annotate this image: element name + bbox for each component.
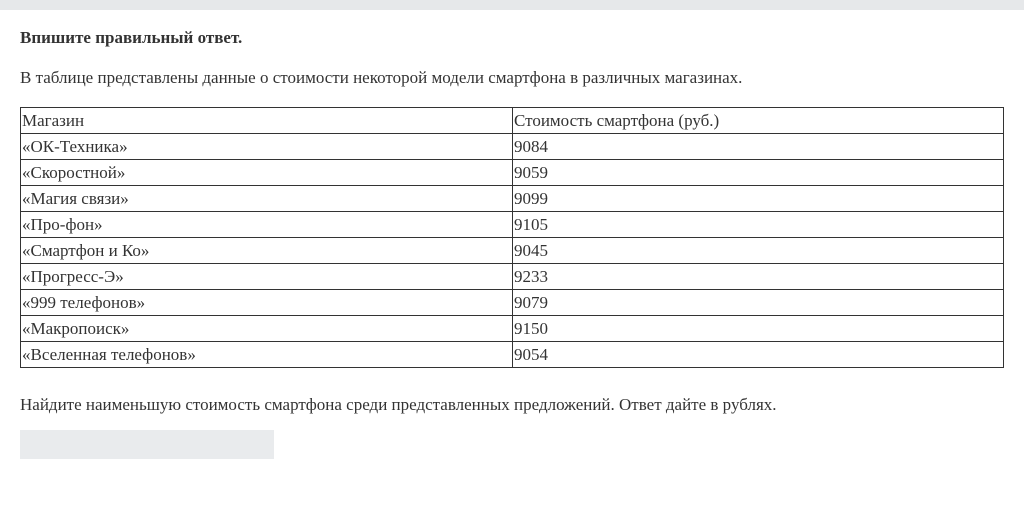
task-question: Найдите наименьшую стоимость смартфона среди представленных предложений. Ответ дайте в рублях.	[20, 395, 777, 414]
store-name-cell: «Про-фон»	[21, 212, 513, 238]
task-instruction: Впишите правильный ответ.	[20, 28, 243, 47]
store-name-cell: «Скоростной»	[21, 160, 513, 186]
store-name-cell: «Макропоиск»	[21, 316, 513, 342]
store-name-cell: «Вселенная телефонов»	[21, 342, 513, 368]
store-name-cell: «ОК-Техника»	[21, 134, 513, 160]
price-cell: 9233	[513, 264, 1004, 290]
price-cell: 9150	[513, 316, 1004, 342]
table-row	[21, 342, 1004, 368]
price-cell: 9045	[513, 238, 1004, 264]
answer-input[interactable]	[20, 430, 274, 459]
price-cell: 9105	[513, 212, 1004, 238]
table-row	[21, 290, 1004, 316]
table-row	[21, 160, 1004, 186]
store-name-cell: «Прогресс-Э»	[21, 264, 513, 290]
table-header-store: Магазин	[21, 108, 513, 134]
top-bar	[0, 0, 1024, 10]
table-row	[21, 238, 1004, 264]
table-row	[21, 212, 1004, 238]
task-content	[20, 10, 1004, 459]
table-row	[21, 186, 1004, 212]
store-name-cell: «Магия связи»	[21, 186, 513, 212]
price-cell: 9099	[513, 186, 1004, 212]
task-intro: В таблице представлены данные о стоимости некоторой модели смартфона в различных магазинах.	[20, 68, 743, 87]
table-header-price: Стоимость смартфона (руб.)	[513, 108, 1004, 134]
price-cell: 9059	[513, 160, 1004, 186]
store-name-cell: «Смартфон и Ко»	[21, 238, 513, 264]
table-header-row	[21, 108, 1004, 134]
table-row	[21, 316, 1004, 342]
price-table	[20, 107, 1004, 368]
price-cell: 9054	[513, 342, 1004, 368]
table-row	[21, 134, 1004, 160]
price-cell: 9079	[513, 290, 1004, 316]
price-cell: 9084	[513, 134, 1004, 160]
store-name-cell: «999 телефонов»	[21, 290, 513, 316]
table-row	[21, 264, 1004, 290]
